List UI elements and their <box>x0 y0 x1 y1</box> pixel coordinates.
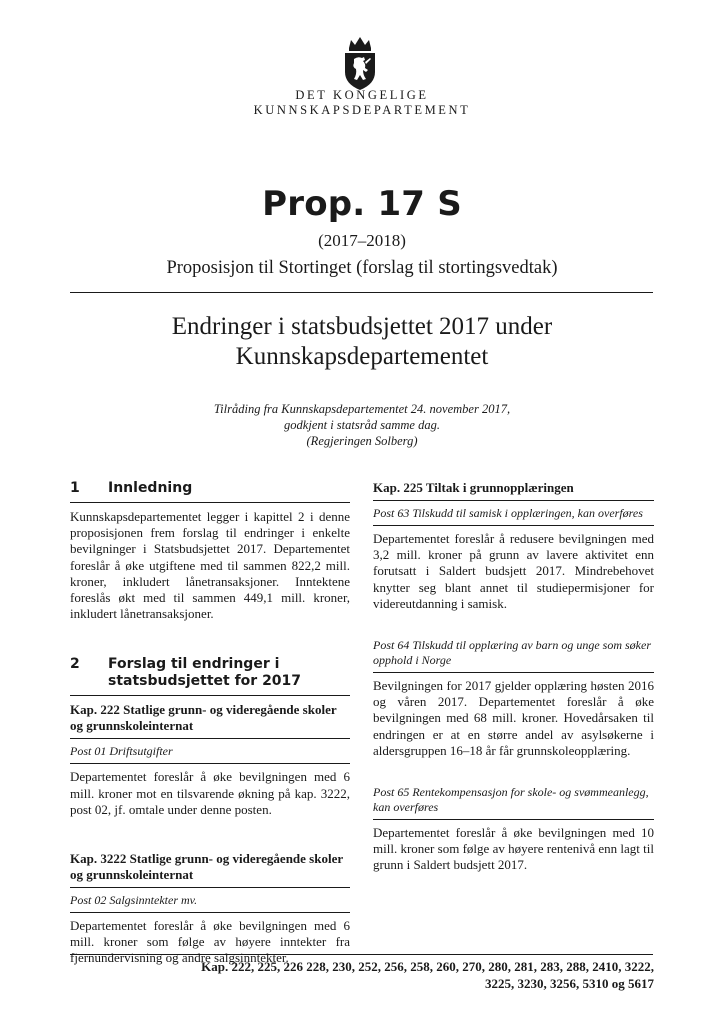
norwegian-coat-of-arms-icon <box>337 34 383 94</box>
post-heading: Post 01 Driftsutgifter <box>70 744 350 764</box>
post-heading: Post 63 Tilskudd til samisk i opplæringen, kan overføres <box>373 506 654 526</box>
department-name-line2: KUNNSKAPSDEPARTEMENT <box>253 103 471 117</box>
chapter-list-line1: Kap. 222, 225, 226 228, 230, 252, 256, 258, 260, 270, 280, 281, 283, 288, 2410, 3222, <box>201 959 654 974</box>
main-title-line1: Endringer i statsbudsjettet 2017 under <box>171 313 553 340</box>
approval-line3: (Regjeringen Solberg) <box>306 434 418 448</box>
post-heading: Post 64 Tilskudd til opplæring av barn og unge som søker opphold i Norge <box>373 638 654 673</box>
approval-line1: Tilråding fra Kunnskapsdepartementet 24. november 2017, <box>213 402 511 416</box>
section-heading-2 <box>70 656 350 696</box>
section-title: Forslag til endringer i statsbudsjettet for 2017 <box>108 656 302 690</box>
post-body: Departementet foreslår å øke bevilgningen med 10 mill. kroner som følge av høyere rentenivå enn lagt til grunn i Saldert budsjett 2017. <box>373 825 654 873</box>
section-number: 2 <box>70 656 80 673</box>
chapter-list <box>64 959 654 992</box>
post-body: Departementet foreslår å redusere bevilgningen med 3,2 mill. kroner på grunn av lavere aktivitet enn forutsatt i Saldert budsjett 2017. Mindrebehovet knytter seg blant annet til studiepermisjoner for videreutdanning i samisk. <box>373 531 654 611</box>
post-body: Departementet foreslår å øke bevilgningen med 6 mill. kroner mot en tilsvarende økning på kap. 3222, post 02, jf. omtale under denne posten. <box>70 769 350 817</box>
post-heading: Post 02 Salgsinntekter mv. <box>70 893 350 913</box>
chapter-heading: Kap. 3222 Statlige grunn- og videregående skoler og grunnskoleinternat <box>70 851 350 888</box>
right-column <box>373 480 654 874</box>
section-title: Innledning <box>108 480 193 496</box>
approval-line2: godkjent i statsråd samme dag. <box>284 418 440 432</box>
proposition-subtitle: Proposisjon til Stortinget (forslag til stortingsvedtak) <box>166 258 558 278</box>
section-body: Kunnskapsdepartementet legger i kapittel 2 i denne proposisjonen frem forslag til endringer i enkelte bevilgninger i Statsbudsjettet 2017. Departementet foreslår å øke utgiftene med til sammen 822,2 mill. kroner, inkludert lånetransaksjoner. Inntektene foreslås økt med til sammen 449,1 mill. kroner, inkludert lånetransaksjoner. <box>70 509 350 622</box>
chapter-heading: Kap. 222 Statlige grunn- og videregående skoler og grunnskoleinternat <box>70 702 350 739</box>
post-heading: Post 65 Rentekompensasjon for skole- og svømmeanlegg, kan overføres <box>373 785 654 820</box>
department-name-line1: DET KONGELIGE <box>295 88 429 102</box>
left-column <box>70 480 350 967</box>
section-number: 1 <box>70 480 80 496</box>
post-body: Departementet foreslår å øke bevilgningen med 6 mill. kroner som følge av høyere inntekter fra fjernundervisning og andre salgsinntekter. <box>70 918 350 966</box>
main-title-line2: Kunnskapsdepartementet <box>235 343 489 370</box>
chapter-list-line2: 3225, 3230, 3256, 5310 og 5617 <box>485 975 654 991</box>
chapter-heading: Kap. 225 Tiltak i grunnopplæringen <box>373 480 654 501</box>
session-years: (2017–2018) <box>318 231 406 250</box>
post-body: Bevilgningen for 2017 gjelder opplæring høsten 2016 og våren 2017. Departementet foreslår å øke bevilgningen med 68 mill. kroner. Hovedårsaken til endringen er at en større andel av asylsøkerne i aldersgruppen 16–18 år får grunnskoleopplæring. <box>373 678 654 758</box>
proposition-number: Prop. 17 S <box>262 184 462 224</box>
section-heading-1 <box>70 480 350 503</box>
footer-divider <box>70 954 653 955</box>
title-divider <box>70 292 653 293</box>
